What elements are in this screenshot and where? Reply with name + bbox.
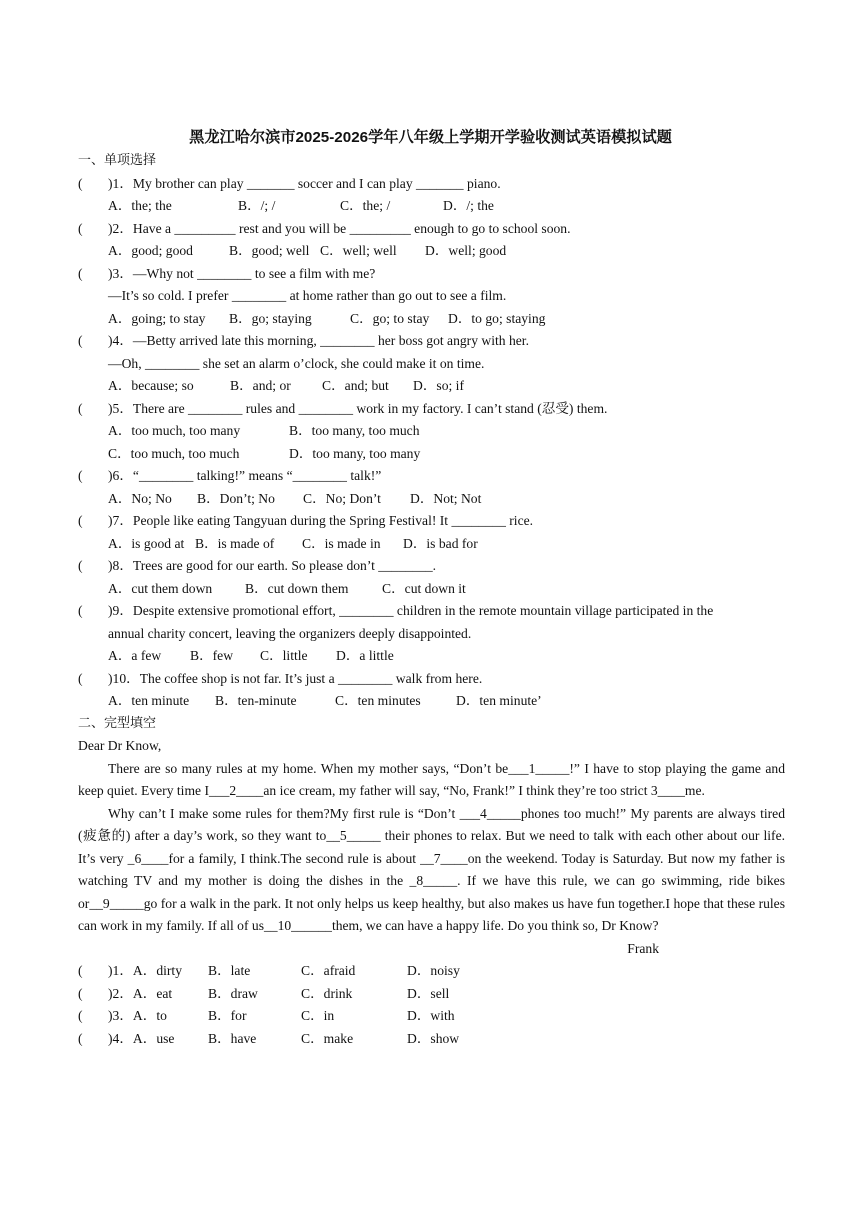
option-c: C．make [301,1030,354,1046]
option-b: B．go; staying [229,310,312,326]
option-b: B．for [208,1008,247,1023]
option-d: D．too many, too many [289,445,421,461]
question-stem: )7．People like eating Tangyuan during the Spring Festival! It ________ rice. [108,513,534,528]
answer-paren: ( [78,175,83,191]
option-c: C．in [301,1008,335,1023]
option-b: B．and; or [230,378,291,393]
exam-title: 黑龙江哈尔滨市2025-2026学年八年级上学期开学验收测试英语模拟试题 [189,129,672,146]
answer-paren: ( [78,1008,83,1023]
option-c: C．ten minutes [335,693,421,708]
question-7 [78,510,785,533]
cloze-question-3 [78,1005,785,1028]
question-stem: )1．My brother can play _______ soccer and I can play _______ piano. [108,175,501,191]
question-5-options-row-1 [78,420,785,443]
question-2 [78,218,785,241]
option-a: A．because; so [108,378,194,393]
question-5-options-row-2 [78,443,785,466]
letter-paragraph-2: Why can’t I make some rules for them?My first rule is “Don’t ___4_____phones too much!” My parents are always tired (疲惫的) after a day’s work, so they want to__5_____ their phones to relax. But we need to talk with each other about our life. It’s very _6____for a family, I think.The second rule is about __7____on the weekend. Today is Saturday. But now my father is watching TV and my mother is doing the dishes in the _8_____. If we have this rule, we can go swimming, ride bikes or__9_____go for a walk in the park. It not only helps us keep healthy, but also makes us have fun together.I hope that these rules can work in my family. If all of us__10______them, we can have a happy life. Do you think so, Dr Know? [78,805,785,933]
answer-paren: ( [78,513,83,528]
option-a: A．good; good [108,243,193,258]
answer-paren: ( [78,220,83,236]
question-10-options [78,690,785,713]
letter-signature: Frank [627,940,659,956]
option-a: A．No; No [108,490,172,506]
option-b: B．late [208,963,251,978]
question-stem: )8．Trees are good for our earth. So please don’t ________. [108,558,437,573]
question-stem: )6．“________ talking!” means “________ talk!” [108,468,382,483]
option-a: A．a few [108,648,162,663]
option-d: D．well; good [425,243,507,258]
question-4 [78,330,785,353]
question-stem: )2．Have a _________ rest and you will be _________ enough to go to school soon. [108,220,571,236]
option-d: D．show [407,1030,460,1046]
option-c: C．drink [301,985,353,1001]
option-b: B．/; / [238,198,276,213]
option-c: C．go; to stay [350,310,430,326]
question-4-stem-line-2: —Oh, ________ she set an alarm o’clock, she could make it on time. [108,355,485,371]
option-d: D．noisy [407,963,460,978]
question-5 [78,398,785,421]
option-a: A．too much, too many [108,423,241,438]
question-8 [78,555,785,578]
question-6 [78,465,785,488]
question-3-stem-line-2: —It’s so cold. I prefer ________ at home rather than go out to see a film. [108,288,507,303]
question-9-stem-line-2: annual charity concert, leaving the organizers deeply disappointed. [108,625,472,641]
question-6-options [78,488,785,511]
question-2-options [78,240,785,263]
question-stem: )4．—Betty arrived late this morning, ________ her boss got angry with her. [108,333,529,348]
question-10 [78,668,785,691]
letter-greeting: Dear Dr Know, [78,738,162,753]
option-d: D．to go; staying [448,310,546,326]
answer-paren: ( [78,558,83,573]
answer-paren: ( [78,265,83,281]
option-b: B．cut down them [245,580,349,596]
option-b: B．is made of [195,535,275,551]
section-heading-cloze: 二、完型填空 [78,715,157,731]
question-4-options [78,375,785,398]
option-a: )1．A．dirty [108,963,183,978]
option-b: B．have [208,1030,257,1046]
cloze-question-1 [78,960,785,983]
option-b: B．Don’t; No [197,490,275,506]
option-d: D．Not; Not [410,490,482,506]
question-8-options [78,578,785,601]
option-c: C．afraid [301,963,356,978]
letter-paragraph-1: There are so many rules at my home. When my mother says, “Don’t be___1_____!” I have to stop playing the game and keep quiet. Every time I___2____an ice cream, my father will say, “No, Frank!” I think they’re too strict 3____me. [78,760,785,798]
option-b: B．ten-minute [215,693,297,708]
option-c: C．and; but [322,378,389,393]
question-1-options [78,195,785,218]
option-c: C．too much, too much [108,445,240,461]
option-b: B．draw [208,985,258,1001]
answer-paren: ( [78,400,83,416]
answer-paren: ( [78,963,83,978]
option-a: A．is good at [108,535,185,551]
option-d: D．so; if [413,378,464,393]
option-d: D．/; the [443,198,494,213]
question-3-options [78,308,785,331]
option-c: C．is made in [302,535,381,551]
question-9-options [78,645,785,668]
option-c: C．No; Don’t [303,490,381,506]
option-d: D．sell [407,985,450,1001]
cloze-question-2 [78,983,785,1006]
exam-page [78,126,785,1050]
option-d: D．with [407,1008,455,1023]
question-9 [78,600,785,623]
option-a: A．ten minute [108,693,190,708]
answer-paren: ( [78,333,83,348]
option-c: C．little [260,648,308,663]
option-c: C．well; well [320,243,397,258]
question-stem: )10．The coffee shop is not far. It’s just a ________ walk from here. [108,670,483,686]
option-a: )3．A．to [108,1008,167,1023]
question-stem: )5．There are ________ rules and ________ work in my factory. I can’t stand (忍受) them. [108,400,608,416]
section-heading-multiple-choice: 一、单项选择 [78,153,157,168]
answer-paren: ( [78,1030,83,1046]
answer-paren: ( [78,985,83,1001]
question-stem: )3．—Why not ________ to see a film with me? [108,265,376,281]
cloze-question-4 [78,1028,785,1051]
option-d: D．a little [336,648,394,663]
option-c: C．the; / [340,198,391,213]
option-b: B．few [190,648,234,663]
answer-paren: ( [78,468,83,483]
option-d: D．ten minute’ [456,693,542,708]
option-a: )4．A．use [108,1030,175,1046]
option-a: A．the; the [108,198,172,213]
question-stem: )9．Despite extensive promotional effort, ________ children in the remote mountain village participated in the [108,603,714,618]
option-b: B．too many, too much [289,423,420,438]
option-c: C．cut down it [382,580,466,596]
option-a: A．cut them down [108,580,213,596]
answer-paren: ( [78,670,83,686]
question-1 [78,173,785,196]
option-d: D．is bad for [403,535,478,551]
option-a: A．going; to stay [108,310,206,326]
question-3 [78,263,785,286]
answer-paren: ( [78,603,83,618]
question-7-options [78,533,785,556]
option-b: B．good; well [229,243,310,258]
option-a: )2．A．eat [108,985,173,1001]
